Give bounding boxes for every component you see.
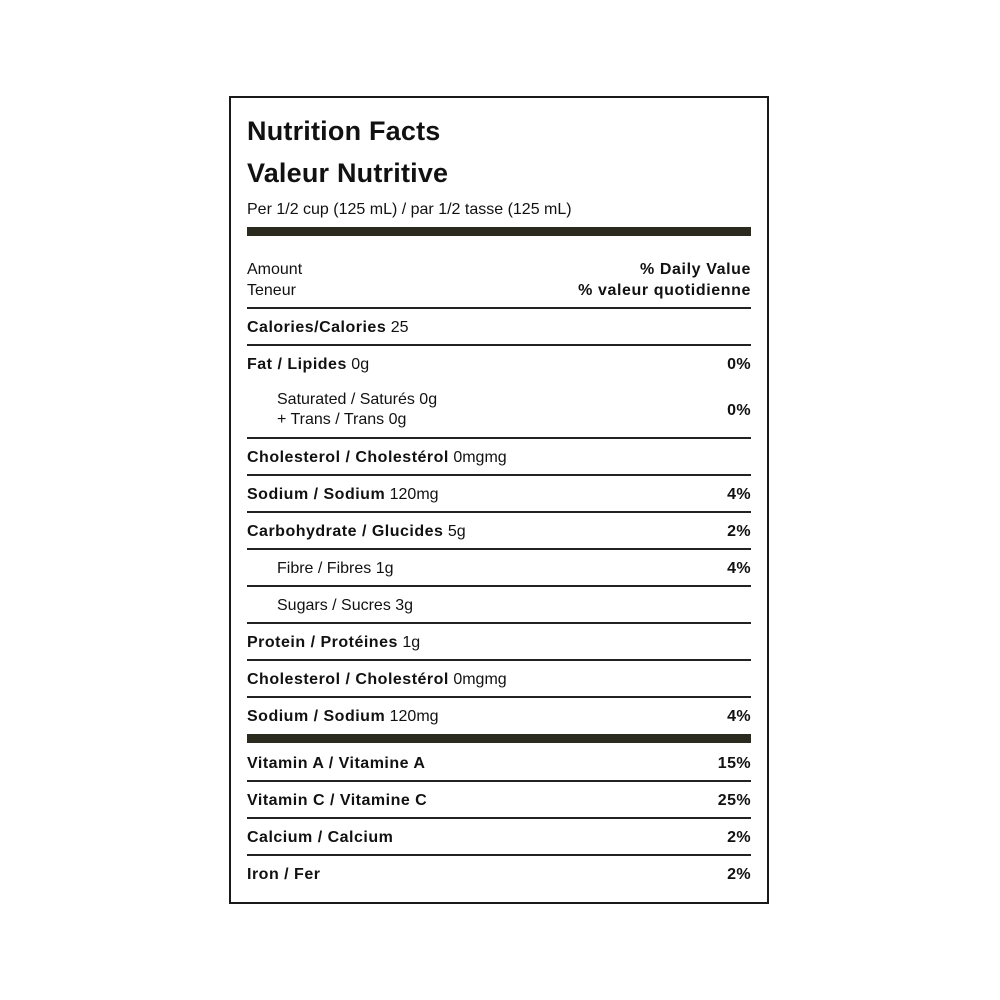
fat-value: 0g: [351, 356, 370, 373]
trans-label: + Trans / Trans 0g: [277, 411, 407, 428]
divider: [247, 437, 751, 439]
divider: [247, 817, 751, 819]
amount-header: [247, 259, 302, 301]
divider: [247, 659, 751, 661]
carbohydrate-daily-value: 2%: [727, 523, 751, 540]
fat-daily-value: 0%: [727, 356, 751, 373]
calcium-label: Calcium / Calcium: [247, 829, 394, 846]
carbohydrate-label: Carbohydrate / Glucides: [247, 523, 444, 540]
vitamin-c-daily-value: 25%: [717, 792, 751, 809]
sodium-label: Sodium / Sodium: [247, 486, 386, 503]
title-english: Nutrition Facts: [247, 116, 441, 146]
saturated-label: Saturated / Saturés 0g: [277, 391, 438, 408]
cholesterol-value-2: 0mgmg: [453, 671, 507, 688]
divider: [247, 474, 751, 476]
divider: [247, 854, 751, 856]
protein-label: Protein / Protéines: [247, 634, 398, 651]
calories-label: Calories/Calories: [247, 319, 387, 336]
vitamin-a-daily-value: 15%: [717, 755, 751, 772]
daily-value-english: % Daily Value: [640, 261, 751, 278]
vitamin-c-label: Vitamin C / Vitamine C: [247, 792, 428, 809]
calories-value: 25: [390, 319, 409, 336]
protein-value: 1g: [402, 634, 421, 651]
cholesterol-label: Cholesterol / Cholestérol: [247, 449, 449, 466]
divider: [247, 696, 751, 698]
divider: [247, 548, 751, 550]
iron-label: Iron / Fer: [247, 866, 321, 883]
cholesterol-value: 0mgmg: [453, 449, 507, 466]
amount-french: Teneur: [247, 282, 296, 299]
sodium-value-2: 120mg: [389, 708, 439, 725]
divider: [247, 344, 751, 346]
saturated-daily-value: 0%: [727, 402, 751, 419]
fat-label: Fat / Lipides: [247, 356, 347, 373]
daily-value-header: [578, 259, 751, 301]
thick-divider-top: [247, 227, 751, 236]
divider: [247, 585, 751, 587]
sodium-daily-value-2: 4%: [727, 708, 751, 725]
fibre-label: Fibre / Fibres 1g: [277, 560, 394, 577]
amount-english: Amount: [247, 261, 303, 278]
title-french: Valeur Nutritive: [247, 158, 449, 188]
divider: [247, 511, 751, 513]
cholesterol-label-2: Cholesterol / Cholestérol: [247, 671, 449, 688]
vitamin-a-label: Vitamin A / Vitamine A: [247, 755, 426, 772]
iron-daily-value: 2%: [727, 866, 751, 883]
fibre-daily-value: 4%: [727, 560, 751, 577]
nutrition-facts-label: [229, 96, 769, 904]
sugars-label: Sugars / Sucres 3g: [277, 597, 414, 614]
divider: [247, 622, 751, 624]
sodium-value: 120mg: [389, 486, 439, 503]
daily-value-french: % valeur quotidienne: [578, 282, 751, 299]
carbohydrate-value: 5g: [447, 523, 466, 540]
sodium-label-2: Sodium / Sodium: [247, 708, 386, 725]
divider: [247, 780, 751, 782]
divider: [247, 307, 751, 309]
thick-divider-vitamins: [247, 734, 751, 743]
calcium-daily-value: 2%: [727, 829, 751, 846]
sodium-daily-value: 4%: [727, 486, 751, 503]
serving-size: Per 1/2 cup (125 mL) / par 1/2 tasse (125 mL): [247, 201, 572, 218]
